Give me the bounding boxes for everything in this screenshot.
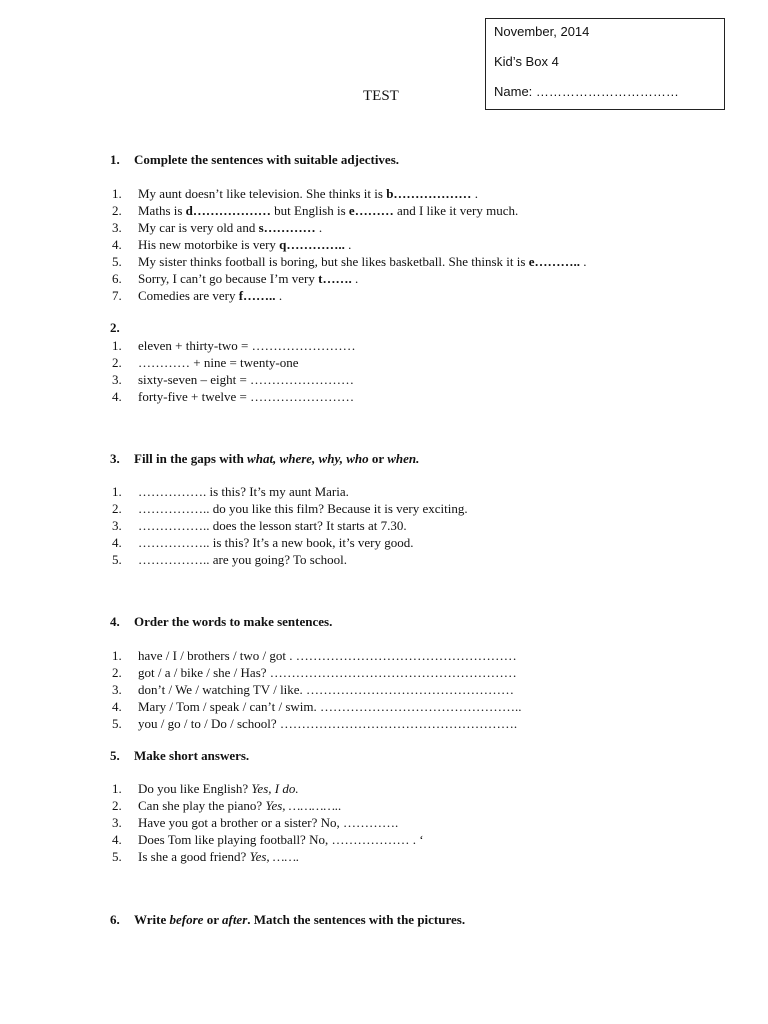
list-item <box>112 848 424 865</box>
item-text: …………….. are you going? To school. <box>138 552 347 567</box>
item-number: 3. <box>112 682 122 697</box>
section-5-list <box>112 780 424 865</box>
item-number: 2. <box>112 355 122 370</box>
list-item <box>112 715 522 732</box>
list-item <box>112 780 424 797</box>
answer-hint[interactable]: f…….. <box>238 288 276 303</box>
section-1-heading: 1. Complete the sentences with suitable adjectives. <box>110 152 400 167</box>
question-text: Do you like English? <box>138 781 252 796</box>
question-text: Can she play the piano? <box>138 798 266 813</box>
list-item <box>112 371 356 388</box>
list-item <box>112 534 468 551</box>
item-text: have / I / brothers / two / got . …………………………………………… <box>138 648 517 663</box>
answer-hint[interactable]: b……………… <box>386 186 472 201</box>
list-item <box>112 219 587 236</box>
sentence-text: Maths is <box>138 203 186 218</box>
item-text: got / a / bike / she / Has? ………………………………………………… <box>138 665 517 680</box>
item-number: 1. <box>112 338 122 353</box>
item-number: 5. <box>112 552 122 567</box>
item-text: ………… + nine = twenty-one <box>138 355 299 370</box>
page-title: TEST <box>363 88 399 104</box>
list-item <box>112 270 587 287</box>
item-text: don’t / We / watching TV / like. ………………………………………… <box>138 682 515 697</box>
item-number: 5. <box>112 849 122 864</box>
list-item <box>112 500 468 517</box>
list-item <box>112 287 587 304</box>
item-number: 2. <box>112 665 122 680</box>
list-item <box>112 388 356 405</box>
list-item <box>112 354 356 371</box>
sentence-text: . <box>344 237 352 252</box>
sentence-text: and I like it very much. <box>393 203 519 218</box>
sentence-text: His new motorbike is very <box>138 237 280 252</box>
name-field[interactable]: Name: …………………………… <box>494 84 679 99</box>
item-text: Mary / Tom / speak / can’t / swim. ……………………………………….. <box>138 699 522 714</box>
sentence-text: Sorry, I can’t go because I’m very <box>138 271 319 286</box>
answer-hint[interactable]: e……….. <box>528 254 580 269</box>
section-3-heading: 3. Fill in the gaps with what, where, why, who or when. <box>110 451 420 466</box>
item-text: …………….. do you like this film? Because it is very exciting. <box>138 501 468 516</box>
item-text: …………….. is this? It’s a new book, it’s very good. <box>138 535 414 550</box>
list-item <box>112 236 587 253</box>
question-text: Have you got a brother or a sister? No, …………. <box>138 815 399 830</box>
item-number: 5. <box>112 254 122 269</box>
item-number: 5. <box>112 716 122 731</box>
sentence-text: . <box>471 186 478 201</box>
item-text: sixty-seven – eight = …………………… <box>138 372 355 387</box>
book-text: Kid’s Box 4 <box>494 54 559 69</box>
answer-hint[interactable]: e……… <box>348 203 394 218</box>
list-item <box>112 664 522 681</box>
item-text: …………….. does the lesson start? It starts at 7.30. <box>138 518 407 533</box>
item-number: 7. <box>112 288 122 303</box>
list-item <box>112 253 587 270</box>
sentence-text: My car is very old and <box>138 220 259 235</box>
item-number: 1. <box>112 648 122 663</box>
answer-text: Yes, ……. <box>249 849 300 864</box>
question-text: Is she a good friend? <box>138 849 250 864</box>
list-item <box>112 551 468 568</box>
item-number: 1. <box>112 781 122 796</box>
item-number: 2. <box>112 798 122 813</box>
section-3-list <box>112 483 468 568</box>
list-item <box>112 681 522 698</box>
date-text: November, 2014 <box>494 24 590 39</box>
list-item <box>112 797 424 814</box>
question-text: Does Tom like playing football? No, ……………… . ‘ <box>138 832 424 847</box>
sentence-text: My sister thinks football is boring, but she likes basketball. She thinsk it is <box>138 254 529 269</box>
section-5-heading: 5. Make short answers. <box>110 748 250 763</box>
answer-hint[interactable]: d……………… <box>185 203 271 218</box>
sentence-text: . <box>351 271 359 286</box>
list-item <box>112 698 522 715</box>
item-text: forty-five + twelve = …………………… <box>138 389 355 404</box>
list-item <box>112 814 424 831</box>
item-number: 3. <box>112 372 122 387</box>
sentence-text: . <box>580 254 587 269</box>
section-4-list <box>112 647 522 732</box>
info-box <box>485 18 725 110</box>
answer-text: Yes, I do. <box>251 781 299 796</box>
item-text: eleven + thirty-two = …………………… <box>138 338 356 353</box>
item-number: 4. <box>112 832 122 847</box>
section-4-heading: 4. Order the words to make sentences. <box>110 614 333 629</box>
item-number: 4. <box>112 699 122 714</box>
list-item <box>112 185 587 202</box>
answer-hint[interactable]: q………….. <box>279 237 345 252</box>
list-item <box>112 202 587 219</box>
item-number: 4. <box>112 389 122 404</box>
section-1-list <box>112 185 587 304</box>
section-6-heading: 6. Write before or after. Match the sentences with the pictures. <box>110 912 466 927</box>
section-2-heading: 2. <box>110 320 120 335</box>
item-number: 1. <box>112 484 122 499</box>
list-item <box>112 517 468 534</box>
list-item <box>112 831 424 848</box>
item-number: 2. <box>112 501 122 516</box>
answer-hint[interactable]: t……. <box>318 271 352 286</box>
item-number: 3. <box>112 815 122 830</box>
list-item <box>112 337 356 354</box>
sentence-text: Comedies are very <box>138 288 239 303</box>
sentence-text: My aunt doesn’t like television. She thinks it is <box>138 186 387 201</box>
answer-text: Yes, ………….. <box>265 798 342 813</box>
sentence-text: . <box>275 288 283 303</box>
section-2-list <box>112 337 356 405</box>
item-number: 2. <box>112 203 122 218</box>
list-item <box>112 647 522 664</box>
item-number: 6. <box>112 271 122 286</box>
item-number: 1. <box>112 186 122 201</box>
list-item <box>112 483 468 500</box>
sentence-text: . <box>315 220 323 235</box>
item-number: 4. <box>112 237 122 252</box>
item-number: 4. <box>112 535 122 550</box>
sentence-text: but English is <box>270 203 349 218</box>
item-text: ……………. is this? It’s my aunt Maria. <box>138 484 349 499</box>
answer-hint[interactable]: s………… <box>258 220 316 235</box>
item-number: 3. <box>112 518 122 533</box>
item-text: you / go / to / Do / school? ………………………………………………. <box>138 716 518 731</box>
item-number: 3. <box>112 220 122 235</box>
